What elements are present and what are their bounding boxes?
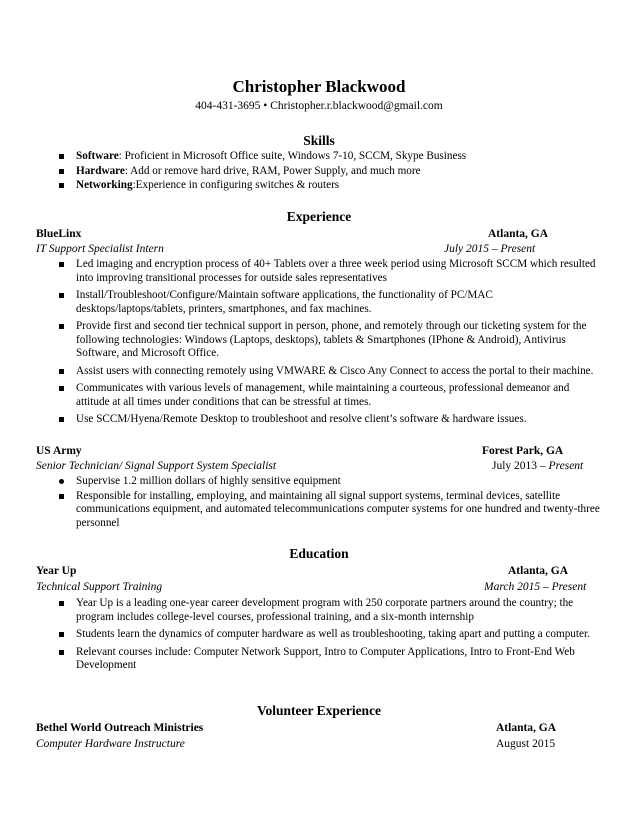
job-title-row xyxy=(36,459,596,474)
job-header-row xyxy=(36,227,596,242)
square-bullet-icon xyxy=(59,169,64,174)
list-item: Use SCCM/Hyena/Remote Desktop to troubleshoot and resolve client’s software & hardware issues. xyxy=(56,413,600,427)
list-item: Supervise 1.2 million dollars of highly sensitive equipment xyxy=(56,475,600,489)
skill-item: Hardware: Add or remove hard drive, RAM, Power Supply, and much more xyxy=(56,165,596,179)
list-item: Provide first and second tier technical support in person, phone, and remotely through our ticketing system for the following technologies: Windows (Laptops, desktops), tablets & Smartphones (IPhone & Android), Antivirus Software, and Microsoft Office. xyxy=(56,320,600,361)
education-bullets xyxy=(56,597,600,677)
volunteer-role: Computer Hardware Instructure xyxy=(36,738,185,750)
square-bullet-icon xyxy=(59,417,64,422)
list-item: Communicates with various levels of management, while maintaining a courteous, professional demeanor and attitude at all times under conditions that can be stressful at times. xyxy=(56,382,600,409)
square-bullet-icon xyxy=(59,632,64,637)
skill-item: Software: Proficient in Microsoft Office suite, Windows 7-10, SCCM, Skype Business xyxy=(56,150,596,164)
list-item: Year Up is a leading one-year career development program with 250 corporate partners around the country; the program includes college-level courses, professional training, and a six-month internship xyxy=(56,597,600,624)
contact-line: 404-431-3695 • Christopher.r.blackwood@gmail.com xyxy=(195,100,443,112)
school-header-row xyxy=(36,564,596,579)
job-location: Atlanta, GA xyxy=(488,228,549,240)
square-bullet-icon xyxy=(59,650,64,655)
skill-item: Networking:Experience in configuring switches & routers xyxy=(56,179,596,193)
square-bullet-icon xyxy=(59,601,64,606)
job-location: Forest Park, GA xyxy=(482,445,564,457)
list-item: Assist users with connecting remotely using VMWARE & Cisco Any Connect to access the portal to their machine. xyxy=(56,365,600,379)
candidate-name: Christopher Blackwood xyxy=(232,77,406,96)
job-title-row xyxy=(36,242,596,257)
square-bullet-icon xyxy=(59,494,64,499)
program-row xyxy=(36,580,596,595)
job-title: IT Support Specialist Intern xyxy=(36,243,164,255)
company-name: BlueLinx xyxy=(36,228,82,240)
square-bullet-icon xyxy=(59,183,64,188)
square-bullet-icon xyxy=(59,262,64,267)
square-bullet-icon xyxy=(59,324,64,329)
square-bullet-icon xyxy=(59,293,64,298)
education-heading: Education xyxy=(289,546,349,561)
list-item: Students learn the dynamics of computer hardware as well as troubleshooting, taking apart and putting a computer. xyxy=(56,628,600,642)
organization-name: Bethel World Outreach Ministries xyxy=(36,722,204,734)
volunteer-heading: Volunteer Experience xyxy=(256,703,382,718)
school-location: Atlanta, GA xyxy=(508,565,569,577)
company-name: US Army xyxy=(36,445,82,457)
list-item: Led imaging and encryption process of 40+ Tablets over a three week period using Microsoft SCCM which resulted into improving transitional processes for outside sales representatives xyxy=(56,258,600,285)
round-bullet-icon xyxy=(59,479,64,484)
list-item: Install/Troubleshoot/Configure/Maintain software applications, the functionality of PC/MAC desktops/laptops/tablets, printers, smartphones, and fax machines. xyxy=(56,289,600,316)
job-bullets xyxy=(56,258,600,431)
skills-list xyxy=(56,150,596,194)
skills-heading: Skills xyxy=(303,133,335,148)
volunteer-role-row xyxy=(36,737,596,752)
program-dates: March 2015 – Present xyxy=(484,581,587,593)
volunteer-location: Atlanta, GA xyxy=(496,722,557,734)
school-name: Year Up xyxy=(36,565,77,577)
square-bullet-icon xyxy=(59,369,64,374)
job-bullets xyxy=(56,475,600,534)
list-item: Relevant courses include: Computer Network Support, Intro to Computer Applications, Intro to Front-End Web Development xyxy=(56,646,600,673)
list-item: Responsible for installing, employing, and maintaining all signal support systems, terminal devices, satellite communications equipment, and automated telecommunications computer systems for one hundred and twenty-three personnel xyxy=(56,490,600,531)
job-title: Senior Technician/ Signal Support System Specialist xyxy=(36,460,277,472)
volunteer-header-row xyxy=(36,721,596,736)
volunteer-dates: August 2015 xyxy=(496,738,556,750)
program-name: Technical Support Training xyxy=(36,581,163,593)
job-header-row xyxy=(36,444,596,459)
job-dates: July 2013 – Present xyxy=(492,460,584,472)
experience-heading: Experience xyxy=(286,209,352,224)
job-dates: July 2015 – Present xyxy=(444,243,536,255)
square-bullet-icon xyxy=(59,386,64,391)
square-bullet-icon xyxy=(59,154,64,159)
